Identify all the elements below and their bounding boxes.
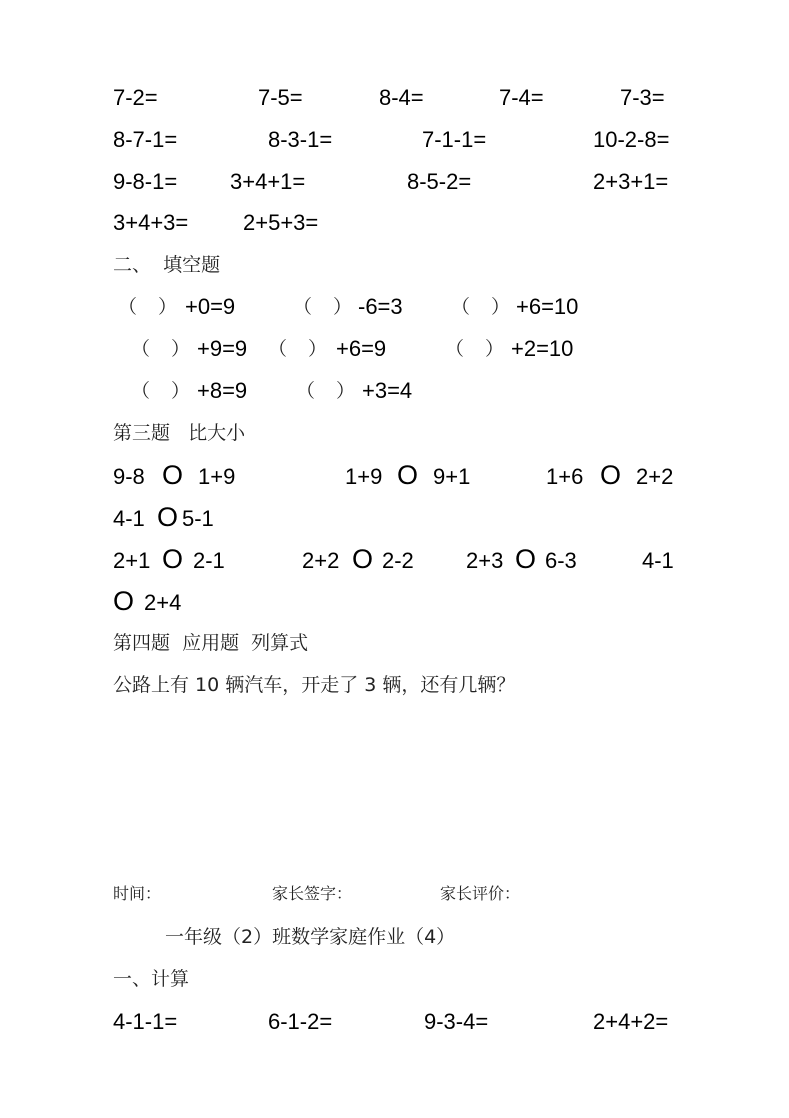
calc-item: 2+4+2= bbox=[593, 1009, 669, 1034]
blank-open-paren: （ bbox=[268, 338, 288, 360]
blank-open-paren: （ bbox=[293, 296, 313, 318]
blank-equation: +6=9 bbox=[336, 336, 387, 361]
calc-item: 7-2= bbox=[113, 85, 158, 110]
blank-open-paren: （ bbox=[131, 380, 151, 402]
blank-close-paren: ） bbox=[485, 338, 505, 360]
blank-open-paren: （ bbox=[131, 338, 151, 360]
blank-equation: +6=10 bbox=[516, 294, 579, 319]
blank-close-paren: ） bbox=[158, 296, 178, 318]
compare-circle-icon: O bbox=[162, 544, 184, 574]
blank-equation: +9=9 bbox=[197, 336, 248, 361]
blank-equation: +0=9 bbox=[185, 294, 236, 319]
blank-equation: +8=9 bbox=[197, 378, 248, 403]
calc-item: 10-2-8= bbox=[593, 127, 670, 152]
compare-right: 9+1 bbox=[433, 464, 471, 489]
blank-close-paren: ） bbox=[171, 380, 191, 402]
blank-close-paren: ） bbox=[333, 296, 353, 318]
compare-left: 9-8 bbox=[113, 464, 145, 489]
compare-left: 4-1 bbox=[642, 548, 674, 573]
compare-right: 2+2 bbox=[636, 464, 674, 489]
compare-left: 2+3 bbox=[466, 548, 504, 573]
calc-item: 8-4= bbox=[379, 85, 424, 110]
section-title: 第三题 比大小 bbox=[113, 422, 246, 444]
compare-circle-icon: O bbox=[600, 460, 622, 490]
calc-item: 3+4+3= bbox=[113, 210, 189, 235]
word-problem-question: 公路上有 10 辆汽车，开走了 3 辆，还有几辆？ bbox=[113, 674, 516, 696]
calc-item: 7-3= bbox=[620, 85, 665, 110]
calc-item: 2+5+3= bbox=[243, 210, 319, 235]
section-title: 二、 填空题 bbox=[113, 254, 221, 276]
compare-right: 5-1 bbox=[182, 506, 214, 531]
blank-open-paren: （ bbox=[118, 296, 138, 318]
blank-equation: -6=3 bbox=[358, 294, 403, 319]
calc-item: 7-5= bbox=[258, 85, 303, 110]
section-title: 一、计算 bbox=[113, 968, 190, 990]
blank-close-paren: ） bbox=[171, 338, 191, 360]
time-label: 时间： bbox=[113, 884, 162, 903]
calc-item: 7-1-1= bbox=[422, 127, 487, 152]
calc-item: 6-1-2= bbox=[268, 1009, 333, 1034]
compare-right: 1+9 bbox=[198, 464, 236, 489]
parent-evaluation-label: 家长评价： bbox=[440, 884, 521, 903]
compare-circle-icon: O bbox=[157, 502, 179, 532]
calc-item: 7-4= bbox=[499, 85, 544, 110]
calc-item: 4-1-1= bbox=[113, 1009, 178, 1034]
calc-item: 8-5-2= bbox=[407, 169, 472, 194]
compare-left: 1+9 bbox=[345, 464, 383, 489]
compare-circle-icon: O bbox=[397, 460, 419, 490]
blank-close-paren: ） bbox=[491, 296, 511, 318]
compare-left: 2+2 bbox=[302, 548, 340, 573]
blank-open-paren: （ bbox=[296, 380, 316, 402]
calc-item: 8-3-1= bbox=[268, 127, 333, 152]
compare-right: 2-1 bbox=[193, 548, 225, 573]
compare-circle-icon: O bbox=[515, 544, 537, 574]
compare-left: 2+1 bbox=[113, 548, 151, 573]
calc-item: 9-3-4= bbox=[424, 1009, 489, 1034]
compare-circle-icon: O bbox=[113, 586, 135, 616]
compare-right: 2+4 bbox=[144, 590, 182, 615]
calc-item: 2+3+1= bbox=[593, 169, 669, 194]
blank-equation: +3=4 bbox=[362, 378, 413, 403]
compare-left: 1+6 bbox=[546, 464, 584, 489]
blank-equation: +2=10 bbox=[511, 336, 574, 361]
blank-open-paren: （ bbox=[451, 296, 471, 318]
section-title: 第四题 应用题 列算式 bbox=[113, 632, 309, 654]
blank-close-paren: ） bbox=[336, 380, 356, 402]
blank-close-paren: ） bbox=[308, 338, 328, 360]
parent-signature-label: 家长签字： bbox=[272, 884, 353, 903]
compare-circle-icon: O bbox=[352, 544, 374, 574]
compare-left: 4-1 bbox=[113, 506, 145, 531]
blank-open-paren: （ bbox=[445, 338, 465, 360]
homework-heading: 一年级（2）班数学家庭作业（4） bbox=[165, 926, 456, 948]
compare-circle-icon: O bbox=[162, 460, 184, 490]
compare-right: 6-3 bbox=[545, 548, 577, 573]
calc-item: 8-7-1= bbox=[113, 127, 178, 152]
calc-item: 9-8-1= bbox=[113, 169, 178, 194]
calc-item: 3+4+1= bbox=[230, 169, 306, 194]
compare-right: 2-2 bbox=[382, 548, 414, 573]
